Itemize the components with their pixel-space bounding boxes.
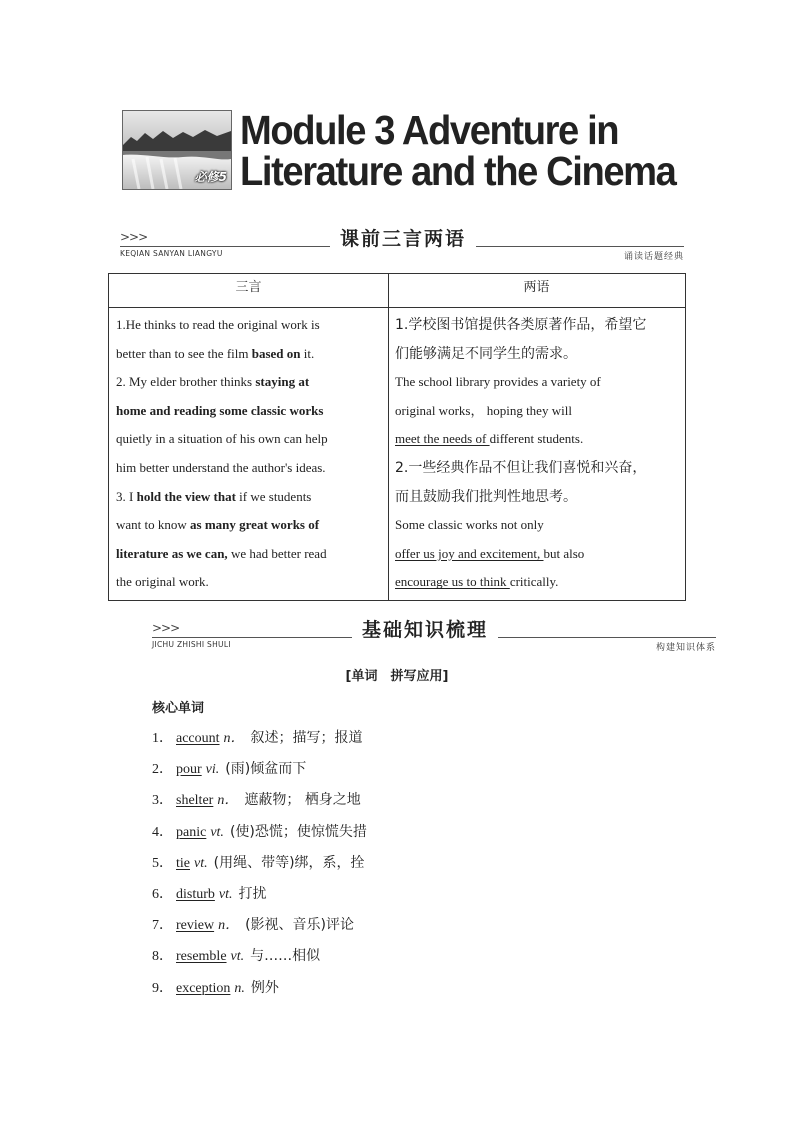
section-pinyin-label: JICHU ZHISHI SHULI: [152, 640, 231, 649]
blank-answer: meet the needs of: [395, 431, 490, 447]
right-line: [395, 568, 683, 597]
text-run: him better understand the author's ideas.: [116, 459, 326, 475]
text-run: it.: [300, 345, 315, 361]
table-cell-liangyu: [395, 311, 683, 597]
right-line: [395, 311, 683, 340]
vocab-part-of-speech: vt.: [218, 886, 233, 902]
vocab-meaning: (用绳、带等)绑，系，拴: [213, 854, 365, 871]
vocab-meaning: (使)恐慌；使惊慌失措: [229, 823, 367, 840]
left-line: [116, 540, 384, 569]
module-title: [240, 107, 724, 194]
vocab-word: pour: [176, 762, 202, 778]
vocab-word: tie: [176, 855, 190, 871]
vocab-item: [152, 788, 367, 819]
left-line: [116, 425, 384, 454]
vocab-number: 4．: [152, 824, 173, 840]
text-run: 3. I: [116, 488, 137, 504]
vocab-number: 8．: [152, 949, 173, 965]
banner-arrows-icon: >>>: [120, 230, 148, 244]
text-run: 1.学校图书馆提供各类原著作品，希望它: [395, 317, 647, 333]
text-run: as many great works of: [190, 517, 320, 533]
banner-arrows-icon: >>>: [152, 621, 180, 635]
table-cell-sanyan: [116, 311, 384, 597]
text-run: better than to see the film: [116, 345, 252, 361]
right-line: [395, 340, 683, 369]
text-run: 而且鼓励我们批判性地思考。: [395, 488, 577, 505]
section-subtitle: 诵读话题经典: [623, 252, 684, 262]
text-run: original works， hoping they will: [395, 402, 572, 418]
left-line: [116, 511, 384, 540]
blank-answer: offer us joy and excitement,: [395, 545, 544, 561]
vocab-item: [152, 944, 367, 975]
module-thumbnail-image: [122, 110, 232, 190]
text-run: if we students: [235, 488, 312, 504]
section-title-basics: 基础知识梳理: [352, 617, 498, 643]
vocab-meaning: (雨)倾盆而下: [225, 761, 307, 778]
vocab-item: [152, 726, 367, 757]
module-title-line-2: Literature and the Cinema: [240, 148, 676, 194]
text-run: Some classic works not only: [395, 517, 544, 533]
right-line: [395, 368, 683, 397]
table-divider-horizontal: [109, 307, 685, 308]
right-line: [395, 454, 683, 483]
vocab-part-of-speech: vt.: [230, 949, 245, 965]
vocab-number: 2．: [152, 762, 173, 778]
vocab-item: [152, 882, 367, 913]
left-line: [116, 483, 384, 512]
vocab-number: 5．: [152, 855, 173, 871]
vocab-part-of-speech: vt.: [210, 824, 224, 840]
vocab-meaning: 遮蔽物； 栖身之地: [244, 792, 361, 809]
vocab-part-of-speech: n．: [218, 918, 240, 934]
vocab-word: resemble: [176, 949, 227, 965]
text-run: quietly in a situation of his own can help: [116, 431, 328, 447]
vocab-word: shelter: [176, 793, 214, 809]
core-words-label: 核心单词: [152, 701, 205, 716]
vocab-meaning: 与……相似: [250, 948, 321, 965]
vocab-word: exception: [176, 980, 231, 996]
vocab-number: 6．: [152, 886, 173, 902]
vocab-item: [152, 913, 367, 944]
section-pinyin-label: KEQIAN SANYAN LIANGYU: [120, 249, 223, 258]
text-run: 1.He thinks to read the original work is: [116, 317, 320, 332]
vocab-word: account: [176, 731, 220, 746]
text-run: The school library provides a variety of: [395, 374, 601, 390]
section-title-preclass: 课前三言两语: [330, 226, 476, 252]
text-run: the original work.: [116, 574, 209, 590]
left-line: [116, 311, 384, 340]
vocab-part-of-speech: n.: [234, 980, 245, 996]
textbook-badge: 必修5: [194, 170, 227, 184]
right-line: [395, 397, 683, 426]
vocab-number: 3．: [152, 793, 173, 809]
left-line: [116, 568, 384, 597]
vocab-part-of-speech: vi.: [205, 762, 220, 778]
text-run: staying at: [255, 374, 310, 390]
vocab-number: 9．: [152, 980, 173, 996]
text-run: critically.: [509, 574, 559, 590]
table-header-left: 三言: [235, 280, 262, 295]
table-header-right: 两语: [523, 280, 550, 295]
right-line: [395, 511, 683, 540]
vocab-meaning: (影视、音乐)评论: [245, 917, 355, 934]
right-line: [395, 540, 683, 569]
vocab-item: [152, 851, 367, 882]
vocab-meaning: 打扰: [238, 885, 267, 902]
vocab-part-of-speech: n．: [217, 793, 239, 809]
vocab-subsection-heading: [单词 拼写应用]: [345, 669, 449, 684]
vocab-item: [152, 757, 367, 788]
text-run: 2.一些经典作品不但让我们喜悦和兴奋，: [395, 459, 647, 476]
text-run: based on: [251, 345, 301, 361]
left-line: [116, 368, 384, 397]
text-run: home and reading some classic works: [116, 402, 324, 418]
vocab-meaning: 例外: [250, 979, 279, 996]
table-divider-vertical: [388, 274, 389, 600]
vocab-item: [152, 976, 367, 1007]
section-banner-preclass: [120, 226, 684, 260]
text-run: literature as we can,: [116, 545, 228, 561]
vocab-word: panic: [176, 824, 207, 840]
vocab-number: 1．: [152, 731, 173, 746]
vocab-word: disturb: [176, 886, 215, 902]
module-title-line-1: Module 3 Adventure in: [240, 107, 619, 153]
vocab-part-of-speech: vt.: [194, 855, 208, 871]
right-line: [395, 483, 683, 512]
text-run: we had better read: [227, 545, 327, 561]
vocab-meaning: 叙述；描写；报道: [250, 730, 363, 746]
vocab-word: review: [176, 918, 215, 934]
text-run: want to know: [116, 517, 191, 533]
vocab-part-of-speech: n．: [223, 731, 245, 746]
text-run: hold the view that: [136, 488, 236, 504]
left-line: [116, 454, 384, 483]
text-run: 们能够满足不同学生的需求。: [395, 345, 577, 362]
text-run: different students.: [489, 431, 584, 447]
text-run: but also: [543, 545, 585, 561]
vocab-number: 7．: [152, 918, 173, 934]
right-line: [395, 425, 683, 454]
left-line: [116, 397, 384, 426]
vocab-item: [152, 820, 367, 851]
left-line: [116, 340, 384, 369]
text-run: 2. My elder brother thinks: [116, 374, 256, 390]
section-banner-basics: [152, 617, 716, 651]
vocab-list: [152, 726, 367, 1007]
section-subtitle: 构建知识体系: [655, 643, 716, 653]
blank-answer: encourage us to think: [395, 574, 510, 590]
phrase-table: [108, 273, 686, 601]
